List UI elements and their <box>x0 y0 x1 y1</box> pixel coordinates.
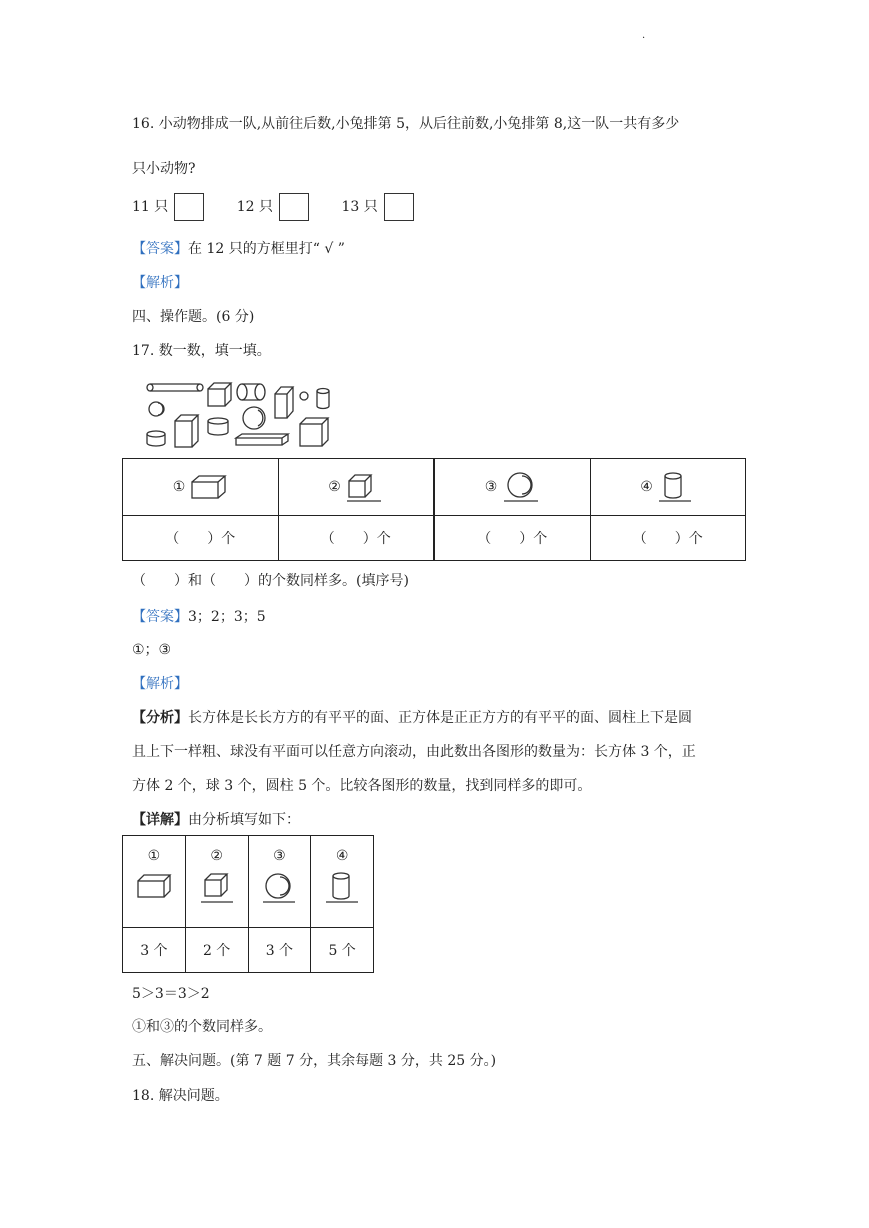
q17-fenxi-line2: 且上下一样粗、球没有平面可以任意方向滚动，由此数出各图形的数量为：长方体 3 个，正 <box>132 744 696 760</box>
q17-analysis-tag: 【解析】 <box>132 676 188 692</box>
q16-checkbox-13[interactable] <box>384 193 414 221</box>
q16-option-12: 12 只 <box>236 199 273 215</box>
q16-analysis-tag: 【解析】 <box>132 275 188 291</box>
q16-answer <box>132 238 345 258</box>
cube-icon <box>345 472 383 502</box>
q17-result-head-2 <box>185 836 248 928</box>
q17-result-head-1 <box>123 836 186 928</box>
q17-result-table <box>122 835 374 973</box>
q17-answer <box>132 606 266 626</box>
q17-title: 17. 数一数，填一填。 <box>132 343 271 359</box>
q17-result-count-2: 2 个 <box>185 928 248 973</box>
q16-answer-tag: 【答案】 <box>132 241 188 257</box>
q16-stem-line2: 只小动物? <box>132 161 196 177</box>
q17-header-num-1: ① <box>172 479 186 495</box>
q16-checkbox-12[interactable] <box>279 193 309 221</box>
q17-header-cell-2 <box>278 459 434 516</box>
q17-blank-cell-3[interactable]: （ ）个 <box>434 516 590 561</box>
q17-header-cell-3 <box>434 459 590 516</box>
cube-icon <box>197 870 237 904</box>
q17-answer-text: 3；2；3；5 <box>188 609 266 625</box>
q17-fenxi-line3: 方体 2 个，球 3 个，圆柱 5 个。比较各图形的数量，找到同样多的即可。 <box>132 778 592 794</box>
q17-result-num-1: ① <box>147 848 161 864</box>
q17-answer-tag: 【答案】 <box>132 609 188 625</box>
cuboid-icon <box>134 870 174 904</box>
q17-answer-line2: ①；③ <box>132 642 172 658</box>
q17-fenxi-line1 <box>132 707 692 727</box>
q17-inequality: 5＞3＝3＞2 <box>132 986 210 1002</box>
sphere-icon <box>502 471 540 503</box>
q17-result-num-2: ② <box>210 848 223 864</box>
q17-fenxi-tag: 【分析】 <box>132 710 188 726</box>
shapes-collection-figure <box>142 380 337 450</box>
q17-result-count-4: 5 个 <box>311 928 374 973</box>
q17-header-num-4: ④ <box>640 479 653 495</box>
corner-dot: . <box>642 30 646 41</box>
q17-result-num-4: ④ <box>335 848 349 864</box>
q17-blank-cell-1[interactable]: （ ）个 <box>123 516 279 561</box>
cylinder-icon <box>322 870 362 904</box>
q17-count-table <box>122 458 746 561</box>
q17-result-count-1: 3 个 <box>123 928 186 973</box>
q17-header-cell-4 <box>590 459 746 516</box>
q17-result-num-3: ③ <box>273 848 286 864</box>
cylinder-icon <box>657 471 695 503</box>
q17-xiangjie-text: 由分析填写如下： <box>188 812 300 828</box>
q16-stem-line1: 16. 小动物排成一队,从前往后数,小兔排第 5，从后往前数,小兔排第 8,这一队一共有多少 <box>132 116 680 132</box>
q17-result-head-3 <box>248 836 311 928</box>
cuboid-icon <box>190 474 228 500</box>
q17-result-head-4 <box>311 836 374 928</box>
q16-checkbox-11[interactable] <box>174 193 204 221</box>
q17-result-count-3: 3 个 <box>248 928 311 973</box>
q17-blank-cell-2[interactable]: （ ）个 <box>278 516 434 561</box>
q16-option-11: 11 只 <box>132 199 169 215</box>
q17-header-num-3: ③ <box>484 479 498 495</box>
section4-heading: 四、操作题。(6 分) <box>132 309 255 325</box>
q17-blank-cell-4[interactable]: （ ）个 <box>590 516 746 561</box>
q16-answer-text: 在 12 只的方框里打“ √ ” <box>188 241 345 257</box>
sphere-icon <box>259 870 299 904</box>
q17-fenxi-text1: 长方体是长长方方的有平平的面、正方体是正正方方的有平平的面、圆柱上下是圆 <box>188 710 692 726</box>
q18-title: 18. 解决问题。 <box>132 1088 229 1104</box>
q17-compare-line: （ ）和（ ）的个数同样多。(填序号) <box>132 573 409 589</box>
q17-xiangjie-tag: 【详解】 <box>132 812 188 828</box>
q17-xiangjie <box>132 809 300 829</box>
section5-heading: 五、解决问题。(第 7 题 7 分，其余每题 3 分，共 25 分。) <box>132 1053 497 1069</box>
q16-options <box>132 193 442 221</box>
q17-conclusion: ①和③的个数同样多。 <box>132 1019 272 1035</box>
q16-option-13: 13 只 <box>341 199 378 215</box>
q17-header-num-2: ② <box>328 479 341 495</box>
q17-header-cell-1 <box>123 459 279 516</box>
